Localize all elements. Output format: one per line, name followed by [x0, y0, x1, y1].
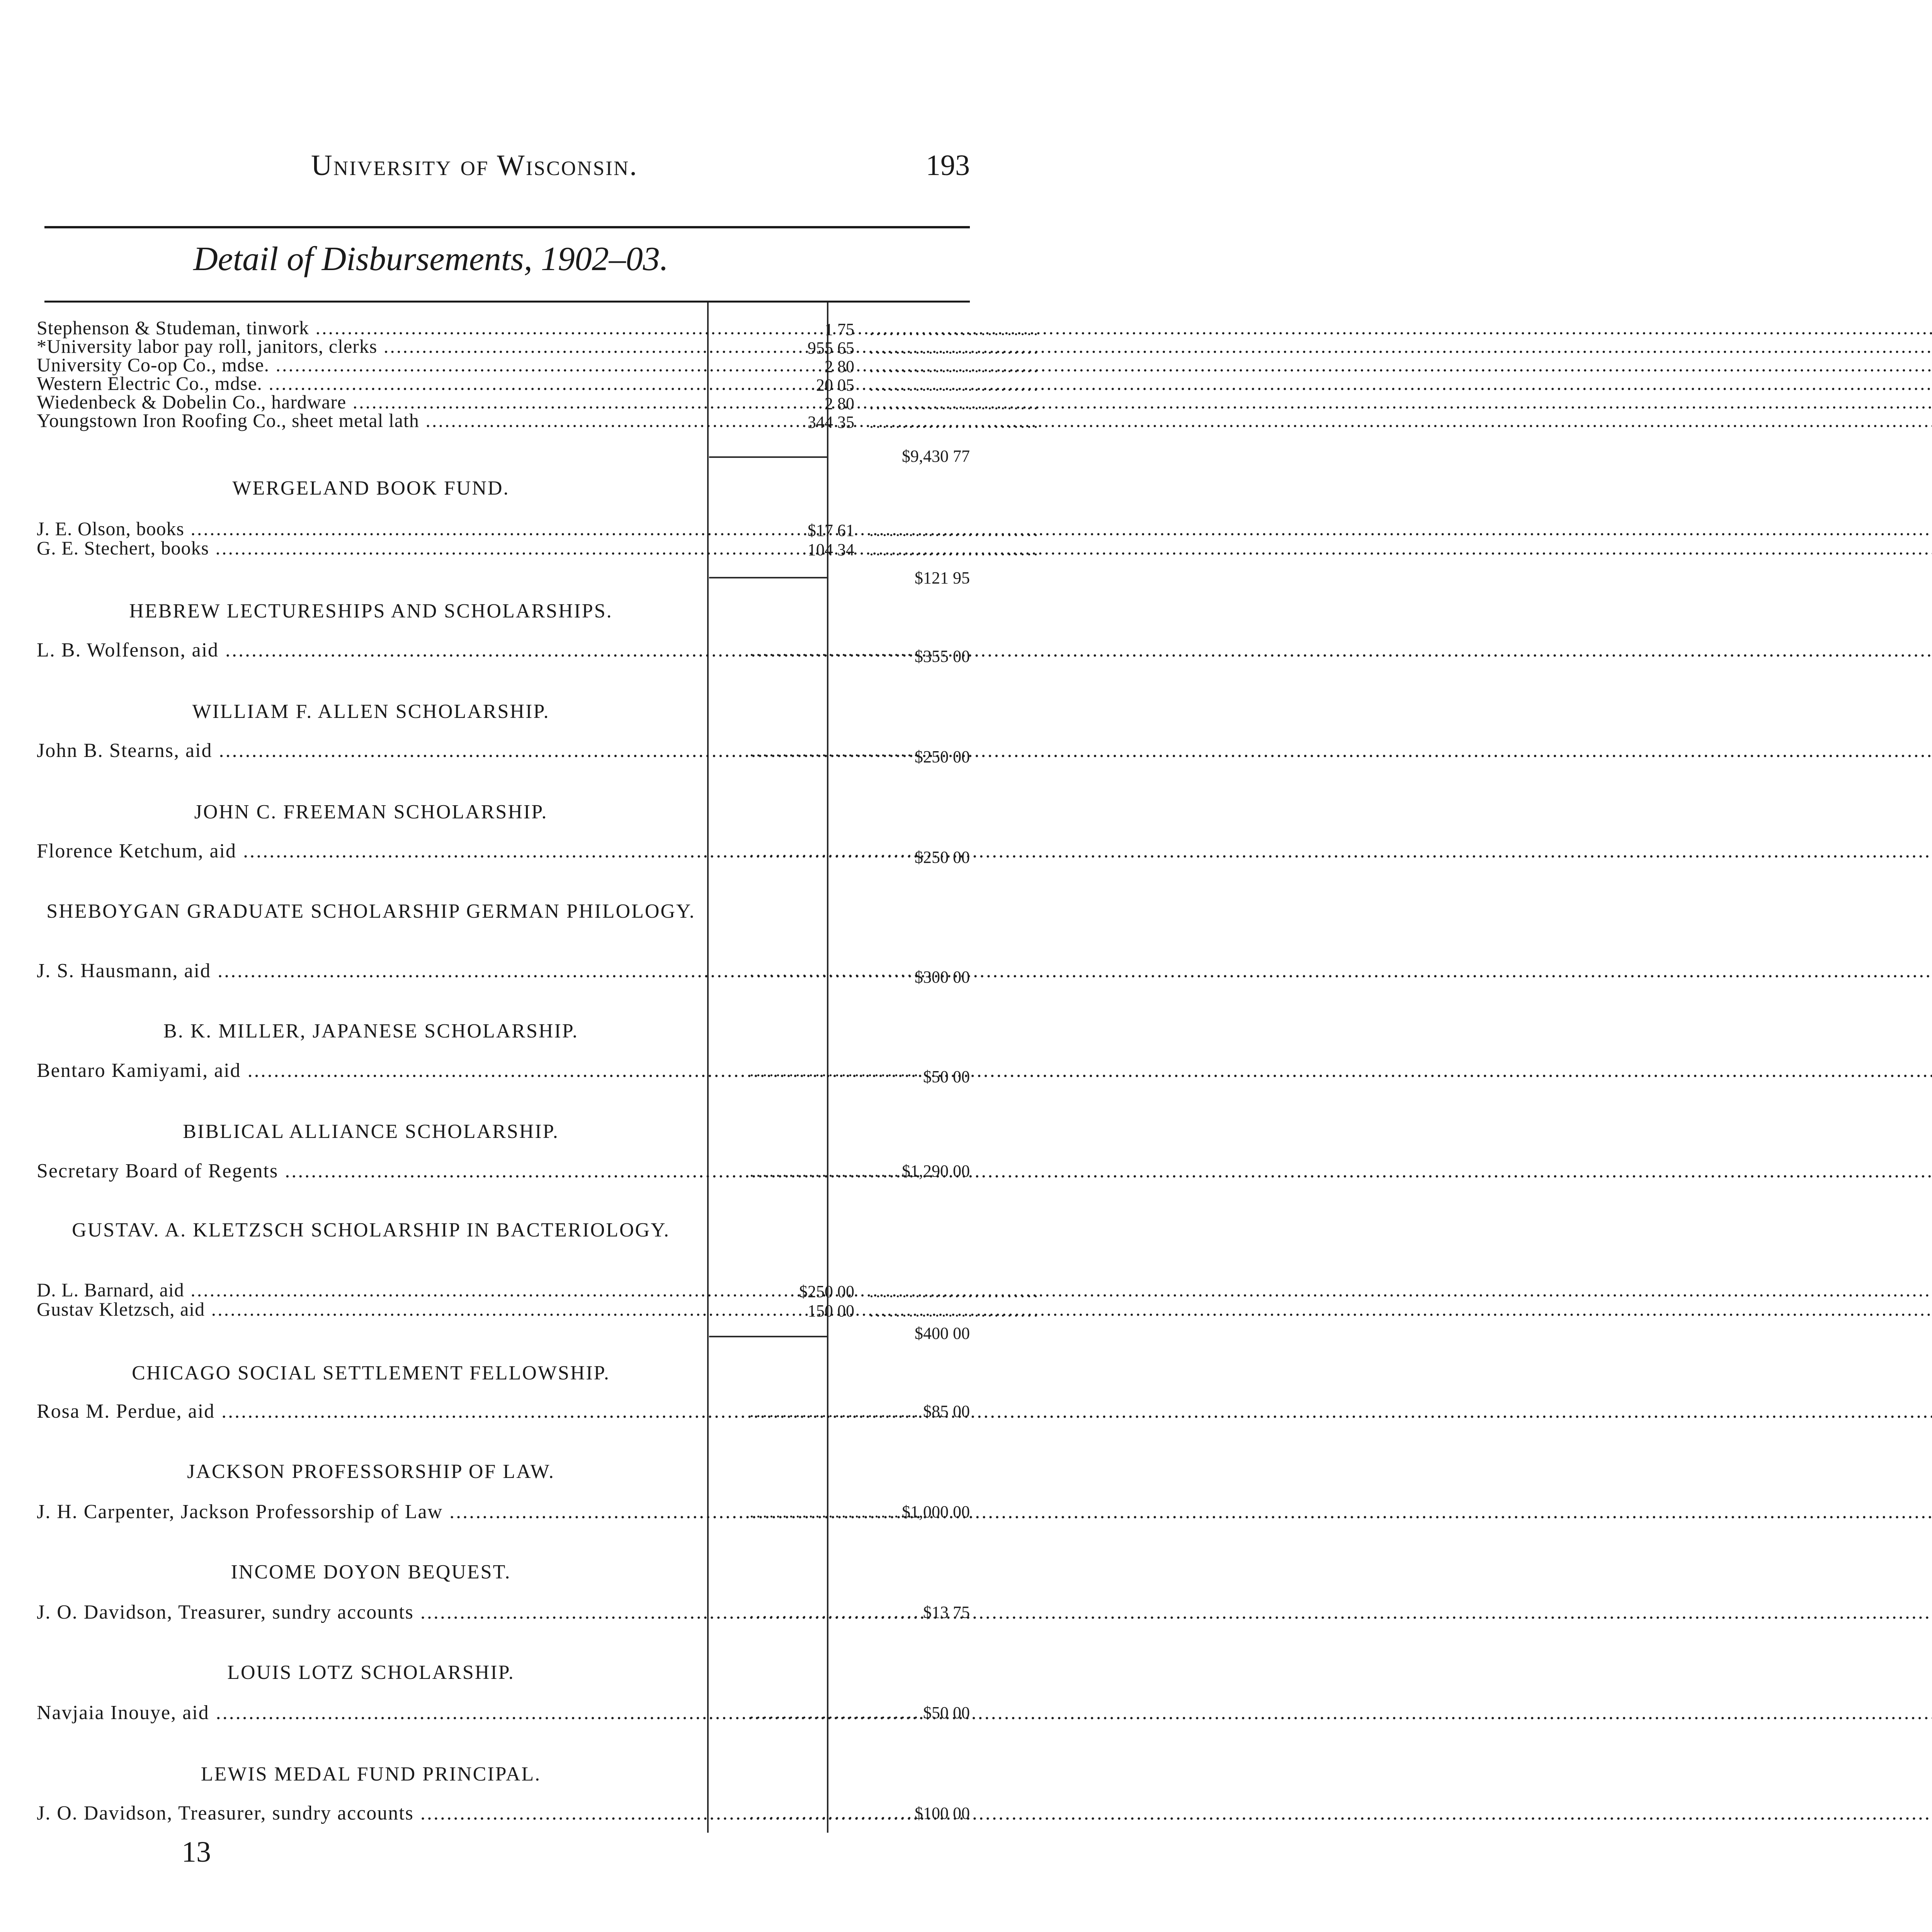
- leader-dots: ..........................: [869, 521, 1040, 540]
- item-amount: 150 00: [808, 1301, 854, 1320]
- leader-dots: ..........................: [750, 741, 920, 760]
- leader-dots: ..........................: [869, 1282, 1040, 1301]
- payee-label: John B. Stearns, aid .....: [37, 740, 694, 762]
- payee-label: Secretary Board of Regents .....: [37, 1160, 694, 1182]
- payee-label: J. H. Carpenter, Jackson Professorship of Law .....: [37, 1501, 694, 1523]
- subtotal-rule: [709, 456, 827, 458]
- payee-label: J. E. Olson, books .....: [37, 520, 694, 537]
- leader-dots: ..........................: [750, 1804, 920, 1823]
- leader-dots: ..........................: [869, 338, 1040, 357]
- leader-dots: ..........................: [750, 1402, 920, 1421]
- table-row: [37, 840, 970, 867]
- fund-total: $13 75: [923, 1603, 970, 1622]
- table-top-rule: [44, 301, 970, 303]
- fund-heading: CHICAGO SOCIAL SETTLEMENT FELLOWSHIP.: [132, 1362, 610, 1384]
- item-amount: $17 61: [808, 521, 854, 540]
- fund-total: $355 00: [915, 647, 970, 666]
- payee-label: Rosa M. Perdue, aid .....: [37, 1401, 694, 1422]
- fund-heading: WILLIAM F. ALLEN SCHOLARSHIP.: [192, 701, 550, 723]
- table-row: [37, 1702, 970, 1724]
- fund-total: $50 00: [923, 1703, 970, 1722]
- fund-total: $250 00: [915, 747, 970, 766]
- fund-heading: BIBLICAL ALLIANCE SCHOLARSHIP.: [183, 1121, 559, 1143]
- fund-total: $9,430 77: [902, 447, 970, 466]
- payee-label: Youngstown Iron Roofing Co., sheet metal lath .....: [37, 412, 694, 429]
- page-header: [44, 149, 970, 191]
- payee-label: Navjaia Inouye, aid .....: [37, 1702, 694, 1724]
- leader-dots: ..........................: [869, 320, 1040, 339]
- table-row: [37, 410, 1040, 433]
- subtotal-rule: [709, 1336, 827, 1337]
- item-amount: 955 65: [808, 338, 854, 357]
- running-title: University of Wisconsin.: [311, 149, 638, 182]
- payee-label: *University labor pay roll, janitors, clerks .....: [37, 337, 694, 355]
- fund-heading: HEBREW LECTURESHIPS AND SCHOLARSHIPS.: [129, 600, 613, 622]
- fund-heading: LOUIS LOTZ SCHOLARSHIP.: [227, 1662, 515, 1684]
- fund-total: $300 00: [915, 968, 970, 986]
- item-amount: 20 05: [816, 376, 854, 395]
- fund-total: $50 00: [923, 1067, 970, 1086]
- payee-label: Stephenson & Studeman, tinwork .....: [37, 319, 694, 337]
- leader-dots: ..........................: [750, 1603, 920, 1622]
- table-row: [37, 1501, 970, 1523]
- fund-heading: SHEBOYGAN GRADUATE SCHOLARSHIP GERMAN PHILOLOGY.: [46, 900, 696, 922]
- item-amount: $250 00: [799, 1282, 854, 1301]
- table-row: [37, 639, 970, 666]
- payee-label: University Co-op Co., mdse. .....: [37, 356, 694, 374]
- payee-label: D. L. Barnard, aid .....: [37, 1281, 694, 1299]
- leader-dots: ..........................: [869, 357, 1040, 376]
- table-row: [37, 960, 970, 986]
- leader-dots: ..........................: [750, 1061, 920, 1080]
- leader-dots: ..........................: [750, 1502, 920, 1521]
- header-rule: [44, 226, 970, 228]
- table-row: [37, 1160, 970, 1182]
- item-amount: 104 34: [808, 540, 854, 559]
- fund-total: $1,290 00: [902, 1162, 970, 1180]
- payee-label: Wiedenbeck & Dobelin Co., hardware .....: [37, 393, 694, 411]
- section-title: Detail of Disbursements, 1902–03.: [193, 240, 668, 278]
- fund-total: $85 00: [923, 1402, 970, 1421]
- fund-total: $1,000 00: [902, 1502, 970, 1521]
- fund-heading: LEWIS MEDAL FUND PRINCIPAL.: [201, 1763, 541, 1785]
- page-number: 193: [926, 149, 970, 182]
- item-amount: 344 35: [808, 413, 854, 432]
- payee-label: Gustav Kletzsch, aid .....: [37, 1300, 694, 1318]
- table-row: [37, 1803, 970, 1824]
- payee-label: J. O. Davidson, Treasurer, sundry accounts .....: [37, 1602, 694, 1623]
- table-row: [37, 1401, 970, 1422]
- payee-label: Florence Ketchum, aid .....: [37, 840, 694, 862]
- leader-dots: ..........................: [869, 540, 1040, 559]
- fund-total: $250 00: [915, 848, 970, 867]
- table-row: [37, 1060, 970, 1086]
- leader-dots: ..........................: [869, 394, 1040, 413]
- payee-label: Western Electric Co., mdse. .....: [37, 374, 694, 392]
- leader-dots: ..........................: [869, 376, 1040, 395]
- payee-label: Bentaro Kamiyami, aid .....: [37, 1060, 694, 1082]
- leader-dots: ..........................: [750, 842, 920, 861]
- signature-mark: 13: [182, 1836, 211, 1868]
- fund-heading: B. K. MILLER, JAPANESE SCHOLARSHIP.: [163, 1020, 578, 1042]
- fund-total: $400 00: [915, 1324, 970, 1343]
- fund-heading: INCOME DOYON BEQUEST.: [231, 1561, 511, 1583]
- leader-dots: ..........................: [750, 641, 920, 660]
- leader-dots: ..........................: [869, 1301, 1040, 1320]
- table-row: [37, 740, 970, 766]
- payee-label: J. S. Hausmann, aid .....: [37, 960, 694, 982]
- fund-total: $121 95: [915, 568, 970, 587]
- fund-heading: JACKSON PROFESSORSHIP OF LAW.: [187, 1461, 555, 1483]
- table-row: [37, 1602, 970, 1623]
- leader-dots: ..........................: [869, 413, 1040, 432]
- item-amount: 2 80: [825, 394, 854, 413]
- leader-dots: ..........................: [750, 1162, 920, 1180]
- table-row: [37, 537, 1040, 561]
- table-row: [37, 1298, 1040, 1322]
- subtotal-rule: [709, 577, 827, 578]
- payee-label: G. E. Stechert, books .....: [37, 539, 694, 557]
- fund-heading: JOHN C. FREEMAN SCHOLARSHIP.: [194, 801, 548, 823]
- item-amount: 2 80: [825, 357, 854, 376]
- payee-label: J. O. Davidson, Treasurer, sundry accounts .....: [37, 1803, 694, 1824]
- item-amount: 1 75: [825, 320, 854, 339]
- fund-total: $100 00: [915, 1804, 970, 1823]
- payee-label: L. B. Wolfenson, aid .....: [37, 639, 694, 661]
- fund-heading: GUSTAV. A. KLETZSCH SCHOLARSHIP IN BACTERIOLOGY.: [72, 1219, 670, 1241]
- leader-dots: ..........................: [750, 961, 920, 980]
- leader-dots: ..........................: [750, 1703, 920, 1722]
- fund-heading: WERGELAND BOOK FUND.: [232, 477, 510, 499]
